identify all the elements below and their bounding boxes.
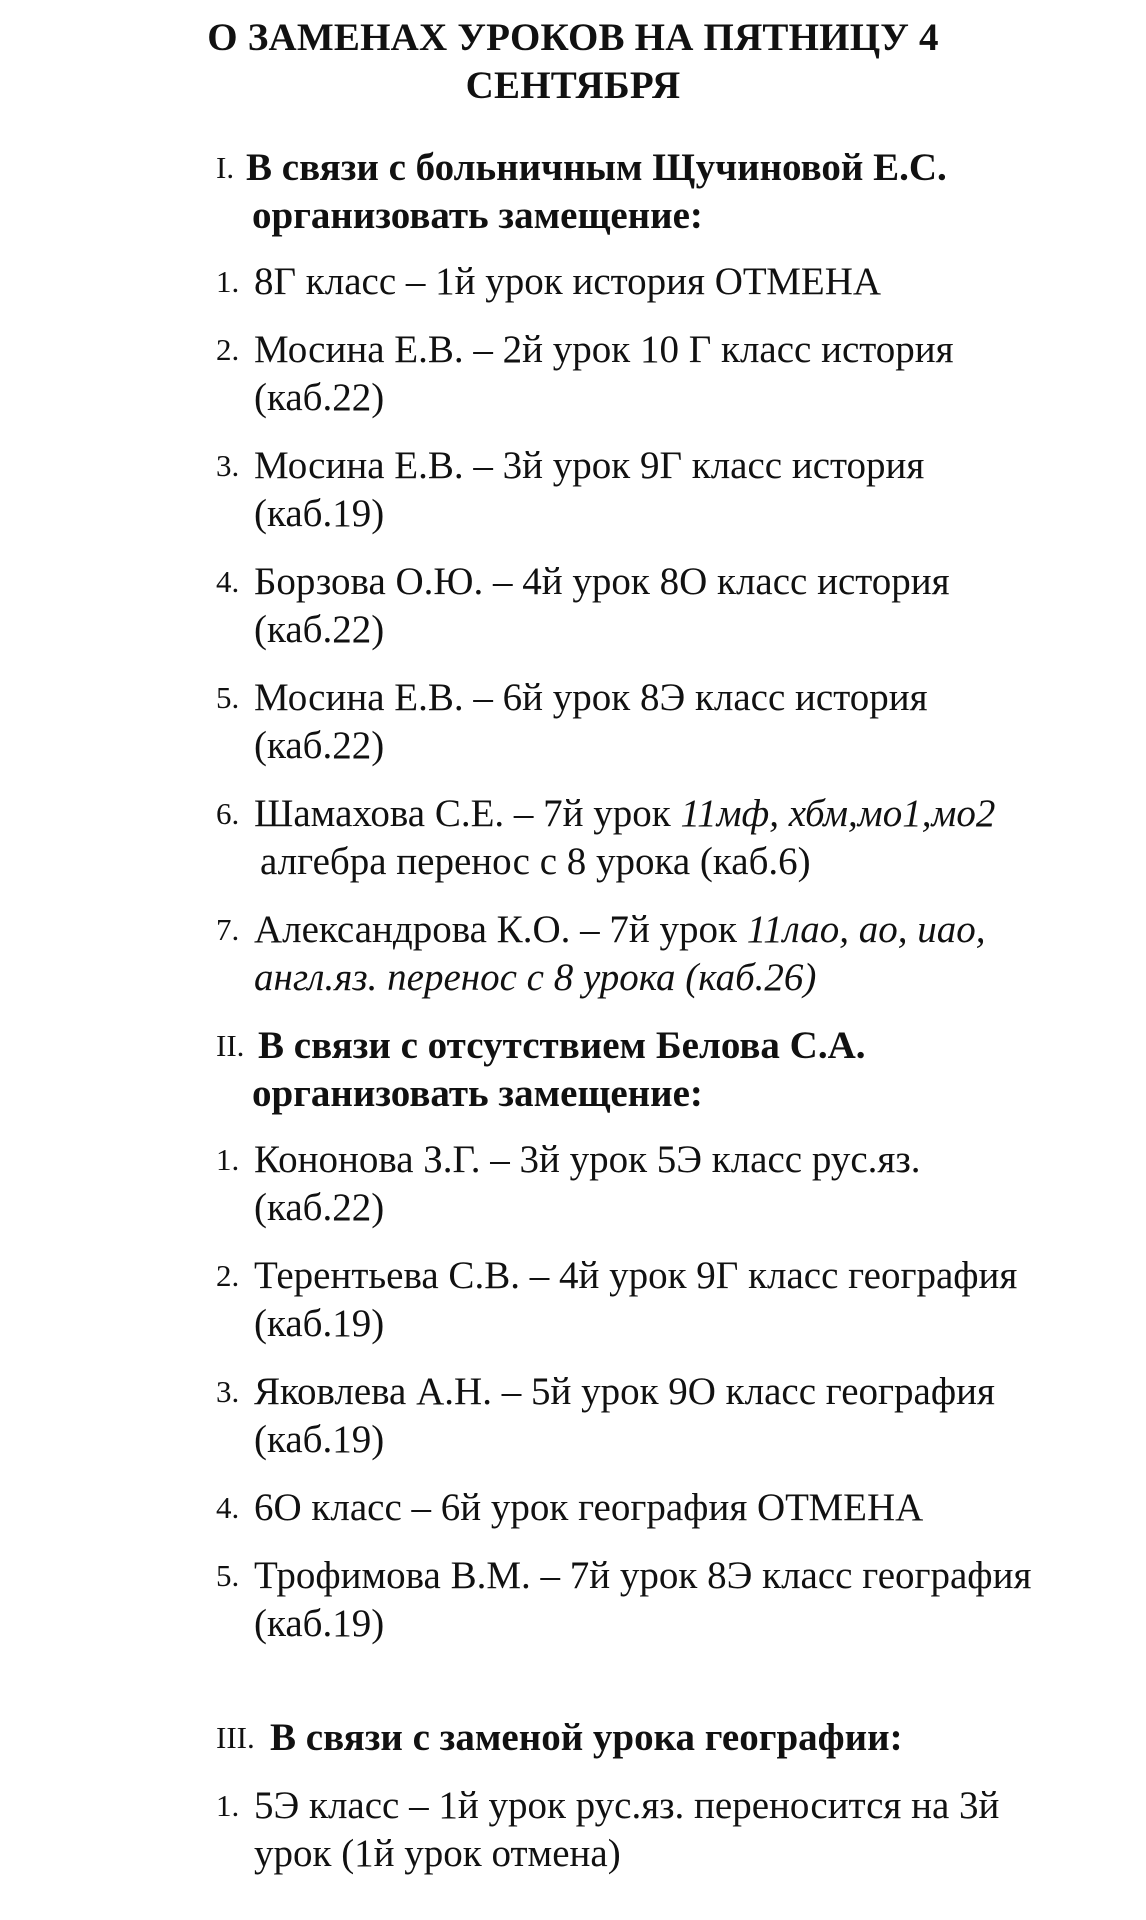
item-text: Мосина Е.В. – 2й урок 10 Г класс история bbox=[254, 328, 954, 371]
item-text-cont: (каб.19) bbox=[254, 1602, 385, 1645]
item-text: Кононова З.Г. – 3й урок 5Э класс рус.яз. bbox=[254, 1138, 921, 1181]
item-number: 3. bbox=[216, 448, 240, 483]
section-1-heading-line-1: В связи с больничным Щучиновой Е.С. bbox=[246, 146, 947, 189]
item-number: 4. bbox=[216, 564, 240, 599]
item-text-cont: (каб.19) bbox=[254, 1302, 385, 1345]
item-text: Мосина Е.В. – 3й урок 9Г класс история bbox=[254, 444, 925, 487]
section-1-heading-line-2: организовать замещение: bbox=[252, 194, 703, 237]
section-2-heading bbox=[216, 1022, 1076, 1118]
section-2-heading-line-1: В связи с отсутствием Белова С.А. bbox=[258, 1024, 866, 1067]
section-1-item-1 bbox=[216, 258, 1086, 306]
item-number: 1. bbox=[216, 1788, 240, 1823]
item-text-cont: (каб.22) bbox=[254, 1186, 385, 1229]
item-text-cont: (каб.19) bbox=[254, 1418, 385, 1461]
item-number: 1. bbox=[216, 264, 240, 299]
section-2-item-5 bbox=[216, 1552, 1086, 1648]
title-line-1: О ЗАМЕНАХ УРОКОВ НА ПЯТНИЦУ 4 bbox=[207, 16, 939, 59]
section-3-heading bbox=[216, 1714, 1076, 1762]
item-text-italic: 11лао, ао, иао, bbox=[746, 908, 986, 951]
section-2-number: II. bbox=[216, 1028, 245, 1063]
item-text-cont: (каб.22) bbox=[254, 608, 385, 651]
item-number: 2. bbox=[216, 1258, 240, 1293]
document-title bbox=[0, 14, 1146, 110]
section-1-item-6 bbox=[216, 790, 1086, 886]
section-1-item-2 bbox=[216, 326, 1086, 422]
item-text: Борзова О.Ю. – 4й урок 8О класс история bbox=[254, 560, 950, 603]
item-number: 7. bbox=[216, 912, 240, 947]
item-text: Мосина Е.В. – 6й урок 8Э класс история bbox=[254, 676, 928, 719]
item-text: Трофимова В.М. – 7й урок 8Э класс география bbox=[254, 1554, 1032, 1597]
item-text-cont: (каб.22) bbox=[254, 724, 385, 767]
section-1-number: I. bbox=[216, 150, 235, 185]
section-2-heading-line-2: организовать замещение: bbox=[252, 1072, 703, 1115]
section-1-item-3 bbox=[216, 442, 1086, 538]
item-number: 3. bbox=[216, 1374, 240, 1409]
item-text-cont: (каб.19) bbox=[254, 492, 385, 535]
item-text-cont: алгебра перенос с 8 урока (каб.6) bbox=[260, 840, 811, 883]
section-3-item-1 bbox=[216, 1782, 1086, 1878]
section-2-item-1 bbox=[216, 1136, 1086, 1232]
item-text-part: Александрова К.О. – 7й урок bbox=[254, 908, 747, 951]
item-text-cont: англ.яз. перенос с 8 урока (каб.26) bbox=[254, 956, 817, 999]
section-2-item-4 bbox=[216, 1484, 1086, 1532]
item-text bbox=[216, 790, 1086, 838]
section-1-heading bbox=[216, 144, 1076, 240]
section-1-item-4 bbox=[216, 558, 1086, 654]
item-text: Терентьева С.В. – 4й урок 9Г класс география bbox=[254, 1254, 1018, 1297]
item-text-cont: урок (1й урок отмена) bbox=[254, 1832, 621, 1875]
item-number: 4. bbox=[216, 1490, 240, 1525]
item-text-cont: (каб.22) bbox=[254, 376, 385, 419]
section-1-item-7 bbox=[216, 906, 1086, 1002]
item-number: 1. bbox=[216, 1142, 240, 1177]
item-number: 5. bbox=[216, 1558, 240, 1593]
item-text-part: Шамахова С.Е. – 7й урок bbox=[254, 792, 681, 835]
item-text: 5Э класс – 1й урок рус.яз. переносится на 3й bbox=[254, 1784, 1000, 1827]
item-number: 6. bbox=[216, 796, 240, 831]
title-line-2: СЕНТЯБРЯ bbox=[465, 64, 681, 107]
section-2-item-2 bbox=[216, 1252, 1086, 1348]
item-text-italic: 11мф, хбм,мо1,мо2 bbox=[680, 792, 996, 835]
section-3-number: III. bbox=[216, 1720, 255, 1755]
item-number: 2. bbox=[216, 332, 240, 367]
section-1-item-5 bbox=[216, 674, 1086, 770]
item-text: 8Г класс – 1й урок история ОТМЕНА bbox=[254, 260, 882, 303]
section-2-item-3 bbox=[216, 1368, 1086, 1464]
item-number: 5. bbox=[216, 680, 240, 715]
item-text bbox=[216, 906, 1086, 954]
item-text: Яковлева А.Н. – 5й урок 9О класс география bbox=[254, 1370, 995, 1413]
item-text: 6О класс – 6й урок география ОТМЕНА bbox=[254, 1486, 924, 1529]
section-3-heading-line-1: В связи с заменой урока географии: bbox=[270, 1716, 903, 1759]
